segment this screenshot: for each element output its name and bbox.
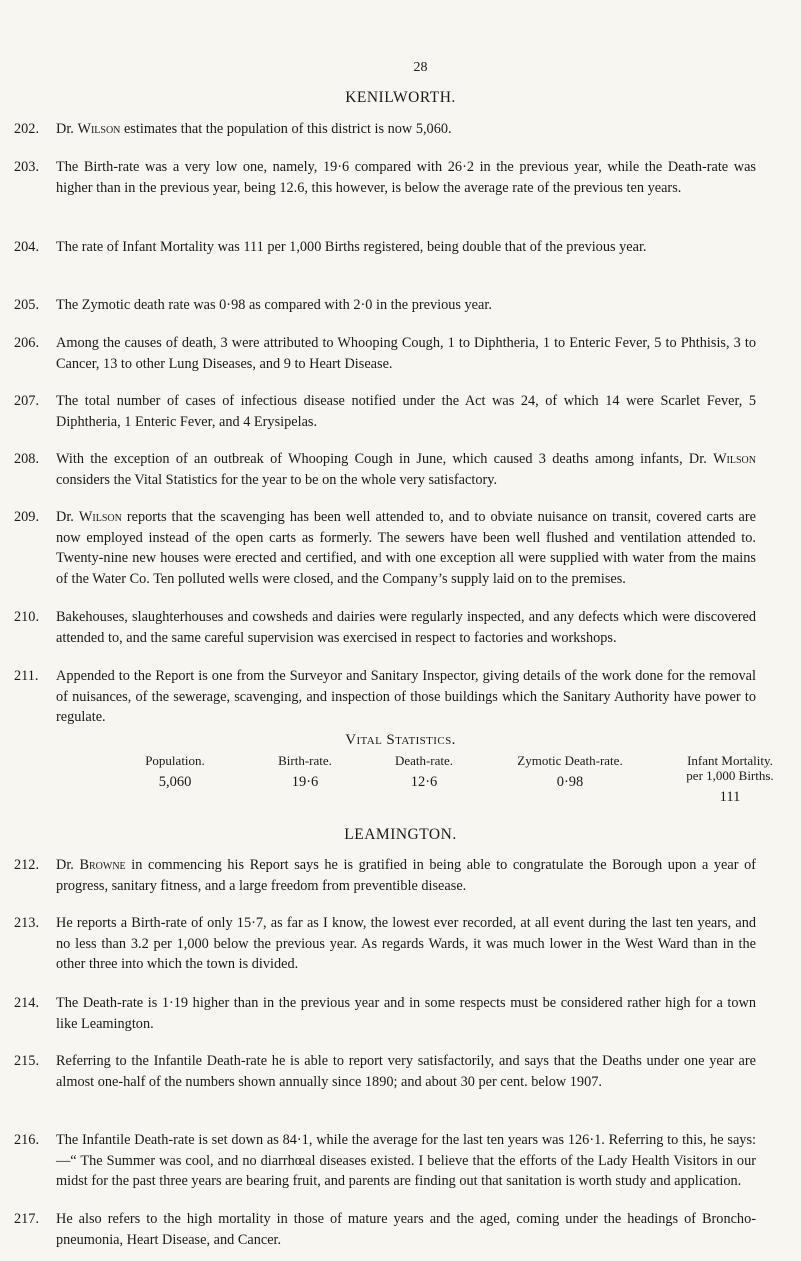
vital-column-birth-rate: [250, 753, 360, 791]
column-value: 0·98: [556, 774, 584, 790]
paragraph-text: The total number of cases of infectious disease notified under the Act was 24, of which 14 were Scarlet Fever, 5 Diphtheria, 1 Enteric Fever, and 4 Erysipelas.: [56, 393, 756, 430]
paragraph-lead: Dr.: [56, 121, 78, 137]
column-label: Death-rate.: [394, 753, 454, 768]
paragraph-215: [14, 1051, 756, 1092]
column-value: 19·6: [291, 774, 319, 790]
vital-column-population: [110, 753, 240, 791]
column-label: Zymotic Death-rate.: [517, 753, 623, 768]
paragraph-text: estimates that the population of this district is now 5,060.: [120, 121, 452, 137]
vital-column-infant-mortality: [660, 753, 800, 806]
paragraph-216: [14, 1130, 756, 1192]
paragraph-208: [14, 449, 756, 490]
paragraph-number: 216.: [14, 1132, 40, 1148]
paragraph-206: [14, 333, 756, 374]
column-label: Birth-rate.: [278, 753, 332, 768]
paragraph-text: in commencing his Report says he is gratified in being able to congratulate the Borough upon a year of progress, sanitary fitness, and a large freedom from preventible disease.: [56, 857, 756, 894]
paragraph-text: considers the Vital Statistics for the year to be on the whole very satisfactory.: [56, 471, 498, 488]
paragraph-text: Bakehouses, slaughterhouses and cowsheds and dairies were regularly inspected, and any defects which were discovered attended to, and the same careful supervision was exercised in respect to factories and workshops.: [56, 609, 756, 646]
section-title-leamington: LEAMINGTON.: [344, 826, 457, 843]
paragraph-209: [14, 507, 756, 589]
paragraph-number: 215.: [14, 1053, 40, 1069]
column-value: 12·6: [410, 774, 438, 790]
paragraph-214: [14, 993, 756, 1034]
paragraph-number: 211.: [14, 668, 39, 684]
paragraph-205: [14, 295, 756, 316]
paragraph-text: He also refers to the high mortality in those of mature years and the aged, coming under the headings of Broncho-pneumonia, Heart Disease, and Cancer.: [56, 1211, 756, 1248]
paragraph-number: 205.: [14, 297, 40, 313]
paragraph-number: 212.: [14, 857, 40, 873]
paragraph-number: 214.: [14, 995, 40, 1011]
paragraph-number: 204.: [14, 239, 40, 255]
paragraph-number: 208.: [14, 451, 40, 467]
vital-column-death-rate: [369, 753, 479, 791]
paragraph-text: reports that the scavenging has been well attended to, and to obviate nuisance on transit, covered carts are now employed instead of the open carts as formerly. The sewers have been well flushed and ventilation attended to. Twenty-nine new houses were erected and certified, and with one exception all were supplied with water from the mains of the Water Co. Ten polluted wells were closed, and the Company’s supply laid on to the premises.: [56, 509, 756, 587]
author-name: Wilson: [78, 509, 122, 525]
paragraph-lead: Dr.: [56, 509, 79, 525]
paragraph-number: 203.: [14, 159, 40, 175]
paragraph-207: [14, 391, 756, 432]
paragraph-lead: Dr.: [56, 857, 80, 873]
paragraph-217: [14, 1209, 756, 1250]
paragraph-number: 213.: [14, 915, 40, 931]
paragraph-204: [14, 237, 756, 258]
paragraph-text: The rate of Infant Mortality was 111 per 1,000 Births registered, being double that of the previous year.: [56, 239, 647, 255]
author-name: Wilson: [713, 451, 756, 467]
paragraph-number: 210.: [14, 609, 40, 625]
paragraph-number: 209.: [14, 509, 40, 525]
section-title-kenilworth: KENILWORTH.: [345, 89, 456, 106]
paragraph-lead: With the exception of an outbreak of Whooping Cough in June, which caused 3 deaths among infants, Dr.: [56, 451, 714, 467]
paragraph-213: [14, 913, 756, 975]
vital-column-zymotic-death-rate: [485, 753, 655, 791]
paragraph-202: [14, 119, 756, 140]
paragraph-text: Appended to the Report is one from the Surveyor and Sanitary Inspector, giving details of the work done for the removal of nuisances, of the sewerage, scavenging, and inspection of those buildings which the Sanitary Authority have power to regulate.: [56, 668, 756, 725]
paragraph-203: [14, 157, 756, 198]
column-value: 111: [719, 789, 741, 805]
column-label: Population.: [145, 753, 205, 768]
paragraph-number: 207.: [14, 393, 40, 409]
paragraph-212: [14, 855, 756, 896]
paragraph-210: [14, 607, 756, 648]
paragraph-number: 206.: [14, 335, 40, 351]
page-number: 28: [413, 60, 428, 75]
author-name: Browne: [79, 857, 126, 873]
paragraph-text: Referring to the Infantile Death-rate he is able to report very satisfactorily, and says that the Deaths under one year are almost one-half of the numbers shown annually since 1890; and about 30 per cent. below 1907.: [56, 1053, 756, 1090]
author-name: Wilson: [77, 121, 121, 137]
paragraph-number: 217.: [14, 1211, 40, 1227]
vital-statistics-heading: Vital Statistics.: [345, 732, 456, 748]
paragraph-text: Among the causes of death, 3 were attributed to Whooping Cough, 1 to Diphtheria, 1 to Enteric Fever, 5 to Phthisis, 3 to Cancer, 13 to other Lung Diseases, and 9 to Heart Disease.: [56, 335, 756, 372]
paragraph-text: The Zymotic death rate was 0·98 as compared with 2·0 in the previous year.: [56, 297, 492, 313]
column-label-line1: Infant Mortality.: [687, 753, 773, 768]
paragraph-text: The Infantile Death-rate is set down as 84·1, while the average for the last ten years was 126·1. Referring to this, he says:—“ The Summer was cool, and no diarrhœal diseases existed. I believe that the efforts of the Lady Health Visitors in our midst for the past three years are bearing fruit, and parents are finding out that sanitation is worth study and application.: [56, 1132, 756, 1189]
column-label: per 1,000 Births.: [686, 768, 774, 783]
paragraph-text: The Birth-rate was a very low one, namely, 19·6 compared with 26·2 in the previous year, while the Death-rate was higher than in the previous year, being 12.6, this however, is below the average rate of the previous ten years.: [56, 159, 756, 196]
column-value: 5,060: [158, 774, 192, 790]
paragraph-text: He reports a Birth-rate of only 15·7, as far as I know, the lowest ever recorded, at all event during the last ten years, and no less than 3.2 per 1,000 below the previous year. As regards Wards, it was much lower in the West Ward than in the other three into which the town is divided.: [56, 915, 756, 972]
paragraph-text: The Death-rate is 1·19 higher than in the previous year and in some respects must be considered rather high for a town like Leamington.: [56, 995, 756, 1032]
paragraph-number: 202.: [14, 121, 40, 137]
paragraph-211: [14, 666, 756, 728]
